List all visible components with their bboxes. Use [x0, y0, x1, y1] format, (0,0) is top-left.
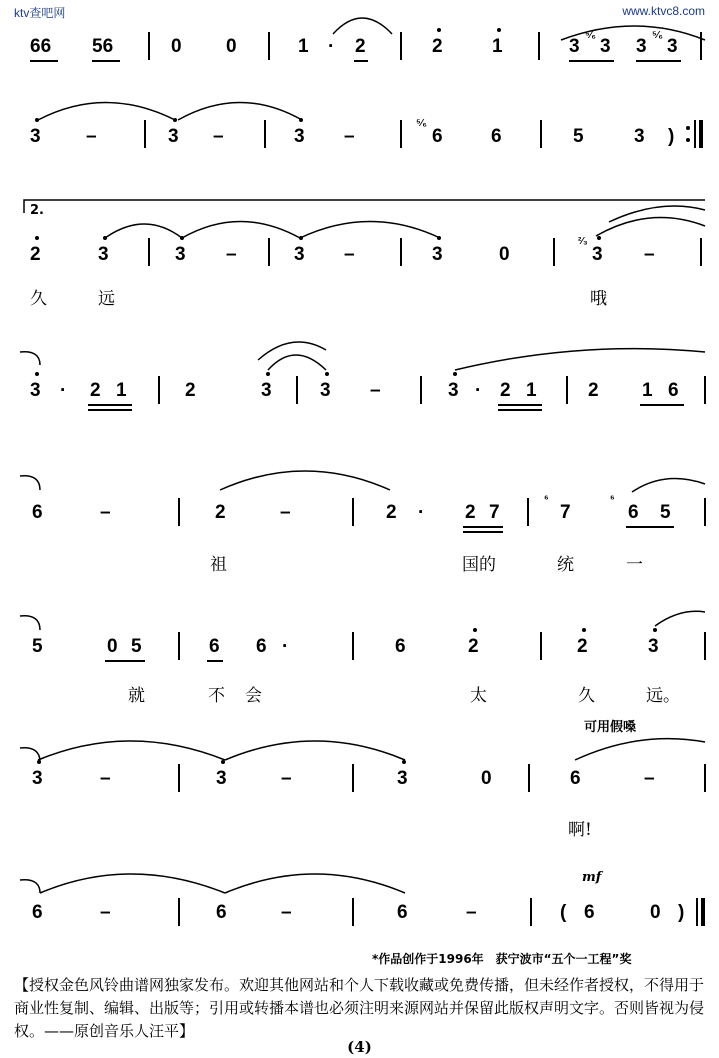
note: 56: [92, 36, 114, 57]
repeat-dot: [686, 126, 690, 130]
note: 2: [588, 380, 599, 401]
barline: [268, 32, 270, 60]
note: 7: [489, 502, 500, 523]
note: 6: [32, 502, 43, 523]
underline: [88, 404, 132, 406]
note: 0: [107, 636, 118, 657]
barline: [538, 32, 540, 60]
note: 3: [600, 36, 611, 57]
barline: [400, 32, 402, 60]
paren: ): [678, 902, 685, 923]
note: 1: [642, 380, 653, 401]
note: –: [226, 244, 237, 265]
note: 1: [492, 36, 503, 57]
grace-note: ²⁄₃: [578, 236, 588, 247]
note: 7: [560, 502, 571, 523]
high-dot: [173, 118, 177, 122]
barline: [553, 238, 555, 266]
barline: [540, 120, 542, 148]
barline: [352, 764, 354, 792]
note: 2: [185, 380, 196, 401]
high-dot: [221, 760, 225, 764]
lyric: 太: [470, 686, 487, 706]
note: –: [281, 902, 292, 923]
note: 2: [215, 502, 226, 523]
note: 3: [30, 126, 41, 147]
lyric: 久: [578, 686, 595, 706]
high-dot: [103, 236, 107, 240]
score-row-4: [0, 374, 719, 434]
underline: [463, 531, 503, 533]
underline: [463, 526, 503, 528]
note: 5: [660, 502, 671, 523]
volta-bracket: [24, 200, 705, 213]
note: 2: [465, 502, 476, 523]
repeat-dot: [686, 138, 690, 142]
underline: [354, 60, 368, 62]
barline: [352, 898, 354, 926]
note: 3: [30, 380, 41, 401]
underline: [498, 409, 542, 411]
underline: [105, 660, 145, 662]
high-dot: [453, 372, 457, 376]
barline: [178, 632, 180, 660]
dot: ·: [60, 380, 67, 401]
note: 3: [648, 636, 659, 657]
high-dot: [582, 628, 586, 632]
lyric: 远: [98, 289, 115, 309]
barline: [268, 238, 270, 266]
note: –: [281, 768, 292, 789]
underline: [569, 60, 614, 62]
high-dot: [402, 760, 406, 764]
lyric: 不会: [208, 686, 282, 706]
high-dot: [37, 760, 41, 764]
high-dot: [299, 236, 303, 240]
grace-note: ⁶: [544, 494, 549, 505]
note: 0: [226, 36, 237, 57]
note: 0: [171, 36, 182, 57]
high-dot: [473, 628, 477, 632]
footnote: *作品创作于1996年 获宁波市“五个一工程”奖: [372, 952, 632, 966]
grace-note: ⁵⁄₆: [652, 30, 663, 41]
barline: [144, 120, 146, 148]
paren: ): [668, 126, 675, 147]
lyric: 一: [626, 555, 643, 575]
note: 3: [636, 36, 647, 57]
note: 3: [98, 244, 109, 265]
high-dot: [437, 236, 441, 240]
note: 6: [32, 902, 43, 923]
barline: [696, 898, 698, 926]
volta-label: 2.: [30, 203, 44, 218]
lyric: 远。: [646, 686, 680, 706]
note: 2: [432, 36, 443, 57]
note: –: [100, 768, 111, 789]
note: 2: [90, 380, 101, 401]
note: 3: [32, 768, 43, 789]
grace-note: ⁵⁄₆: [416, 118, 427, 129]
dot: ·: [418, 502, 425, 523]
high-dot: [325, 372, 329, 376]
note: 3: [569, 36, 580, 57]
barline: [704, 498, 706, 526]
note: –: [100, 902, 111, 923]
note: –: [466, 902, 477, 923]
note: 6: [668, 380, 679, 401]
note: 3: [592, 244, 603, 265]
note: –: [86, 126, 97, 147]
barline: [420, 376, 422, 404]
barline: [700, 238, 702, 266]
note: 1: [298, 36, 309, 57]
note: 3: [634, 126, 645, 147]
high-dot: [35, 236, 39, 240]
note: 6: [216, 902, 227, 923]
note: –: [100, 502, 111, 523]
note: 6: [491, 126, 502, 147]
note: 2: [468, 636, 479, 657]
note: 3: [667, 36, 678, 57]
note: 6: [256, 636, 267, 657]
score-row-6: [0, 630, 719, 690]
high-dot: [35, 118, 39, 122]
note: 2: [500, 380, 511, 401]
note: 0: [650, 902, 661, 923]
barline: [178, 498, 180, 526]
barline: [352, 498, 354, 526]
dynamic-mf: mf: [582, 870, 602, 885]
barline: [296, 376, 298, 404]
underline: [498, 404, 542, 406]
score-row-8: [0, 896, 719, 956]
score-row-2: [0, 118, 719, 178]
high-dot: [35, 372, 39, 376]
high-dot: [497, 28, 501, 32]
note: 1: [526, 380, 537, 401]
barline: [540, 632, 542, 660]
note: –: [370, 380, 381, 401]
note: 6: [570, 768, 581, 789]
note: 66: [30, 36, 52, 57]
barline: [566, 376, 568, 404]
grace-note: ⁵⁄₆: [585, 30, 596, 41]
barline: [704, 376, 706, 404]
barline: [527, 498, 529, 526]
dot: ·: [282, 636, 289, 657]
lyric: 统: [557, 555, 574, 575]
note: 0: [481, 768, 492, 789]
note: 6: [628, 502, 639, 523]
note: 6: [209, 636, 220, 657]
note: 5: [573, 126, 584, 147]
barline: [400, 120, 402, 148]
underline: [88, 409, 132, 411]
note: –: [344, 126, 355, 147]
barline: [264, 120, 266, 148]
note: 0: [499, 244, 510, 265]
barline: [400, 238, 402, 266]
note: –: [644, 768, 655, 789]
copyright-notice: 【授权金色风铃曲谱网独家发布。欢迎其他网站和个人下载收藏或免费传播，但未经作者授权，不得用于商业性复制、编辑、出版等；引用或转播本谱也必须注明来源网站并保留此版权声明文字。否则皆视为侵权。——原创音乐人汪平】: [14, 976, 705, 1040]
underline: [626, 526, 674, 528]
grace-note: ⁶: [610, 494, 615, 505]
note: 5: [131, 636, 142, 657]
note: 3: [216, 768, 227, 789]
barline-thick: [699, 120, 703, 148]
page-number: (4): [347, 1038, 372, 1056]
note: 3: [320, 380, 331, 401]
barline: [178, 764, 180, 792]
barline: [158, 376, 160, 404]
lyric: 哦: [590, 289, 607, 309]
falsetto-note: 可用假嗓: [584, 720, 637, 735]
dot: ·: [328, 36, 335, 57]
lyric: 久: [30, 289, 47, 309]
barline: [528, 764, 530, 792]
score-row-7: [0, 762, 719, 822]
barline-thick: [701, 898, 705, 926]
note: 6: [397, 902, 408, 923]
note: 3: [261, 380, 272, 401]
barline: [148, 238, 150, 266]
barline: [704, 764, 706, 792]
note: 3: [294, 244, 305, 265]
note: 3: [175, 244, 186, 265]
note: –: [280, 502, 291, 523]
barline: [700, 32, 702, 60]
note: 2: [577, 636, 588, 657]
barline: [530, 898, 532, 926]
note: 2: [30, 244, 41, 265]
note: 6: [584, 902, 595, 923]
lyric: 国的: [462, 555, 496, 575]
note: 6: [432, 126, 443, 147]
high-dot: [597, 236, 601, 240]
score-row-1: [0, 30, 719, 90]
high-dot: [299, 118, 303, 122]
note: 1: [116, 380, 127, 401]
note: –: [344, 244, 355, 265]
note: 3: [397, 768, 408, 789]
lyric: 就: [128, 686, 145, 706]
note: –: [213, 126, 224, 147]
underline: [30, 60, 58, 62]
high-dot: [437, 28, 441, 32]
note: 5: [32, 636, 43, 657]
note: –: [644, 244, 655, 265]
watermark-right: www.ktvc8.com: [622, 4, 705, 18]
dot: ·: [475, 380, 482, 401]
high-dot: [653, 628, 657, 632]
note: 3: [448, 380, 459, 401]
underline: [636, 60, 681, 62]
watermark-left: ktv查吧网: [14, 6, 66, 20]
note: 3: [168, 126, 179, 147]
high-dot: [266, 372, 270, 376]
underline: [640, 404, 684, 406]
underline: [92, 60, 120, 62]
note: 6: [395, 636, 406, 657]
high-dot: [180, 236, 184, 240]
score-row-5: [0, 496, 719, 556]
barline: [178, 898, 180, 926]
note: 2: [355, 36, 366, 57]
underline: [207, 660, 223, 662]
note: 2: [386, 502, 397, 523]
barline: [148, 32, 150, 60]
note: 3: [294, 126, 305, 147]
barline: [694, 120, 696, 148]
lyric: 啊!: [568, 820, 592, 840]
lyric: 祖: [210, 555, 227, 575]
note: 3: [432, 244, 443, 265]
barline: [704, 632, 706, 660]
paren: (: [560, 902, 567, 923]
barline: [352, 632, 354, 660]
